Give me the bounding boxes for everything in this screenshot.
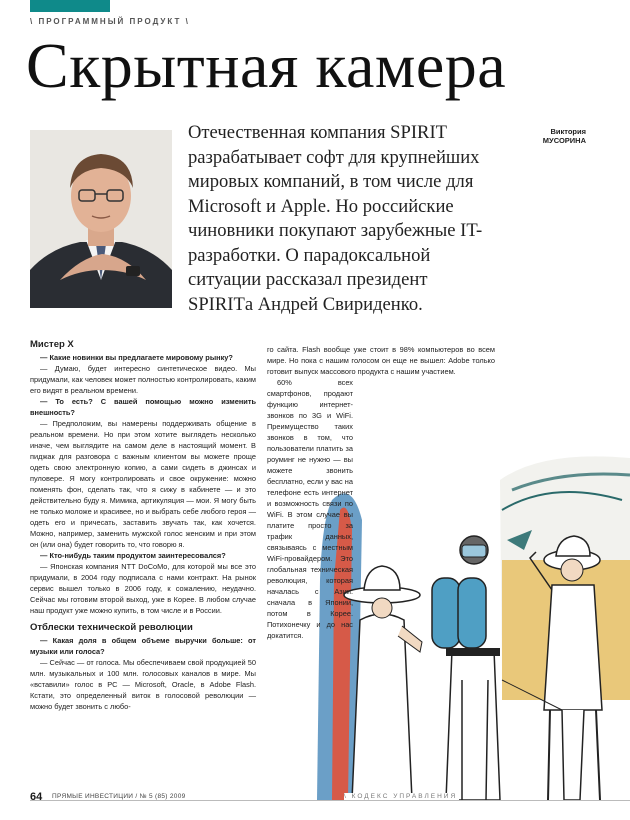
author-last-name: МУСОРИНА <box>542 136 586 145</box>
rubric-label: \ ПРОГРАММНЫЙ ПРОДУКТ \ <box>30 17 190 26</box>
section-heading-revolution: Отблески технической революции <box>30 622 193 633</box>
publication-info: ПРЯМЫЕ ИНВЕСТИЦИИ / № 5 (85) 2009 <box>52 793 186 800</box>
article-column-1 <box>30 339 256 712</box>
author-byline <box>486 127 586 145</box>
answer: — Японская компания NTT DoCoMo, для которой мы все это придумали, в 2004 году подписала с нами контракт. На рынок сервис вышел только в 2006 году, к сожалению, неудачно. Сейчас мы готовим второй выход, уже в Корее. В любом случае наш продукт уже можно купить, в том числе и в России. <box>30 562 256 615</box>
paragraph: го сайта. Flash вообще уже стоит в 98% компьютеров во всем мире. Но пока с нашим голосом он еще не вышел: Adobe только готовит выпуск массового продукта с нашим участием. <box>267 345 495 376</box>
question: — То есть? С вашей помощью можно изменить внешность? <box>30 397 256 417</box>
answer: — Сейчас — от голоса. Мы обеспечиваем свой продукцией 50 млн. музыкальных и 100 млн. голосовых каналов в мире. Мы «вставили» голос в PC — Microsoft, Oracle, в Adobe Flash. Кстати, это определенный виток в голосовой революции — можно будет звонить с любо- <box>30 658 256 711</box>
question: — Кто-нибудь таким продуктом заинтересовался? <box>40 551 226 560</box>
answer: — Думаю, будет интересно синтетическое видео. Мы придумали, как человек может полностью контролировать, каким его видят в реальном времени. <box>30 364 256 395</box>
portrait-photo <box>30 130 172 308</box>
section-heading-mister-x: Мистер Х <box>30 339 74 350</box>
page-number: 64 <box>30 791 43 803</box>
footer-divider <box>30 800 630 801</box>
rubric-color-block <box>30 0 110 12</box>
answer: — Предположим, вы намерены поддерживать общение в реальном времени. Но при этом хотите выглядеть несколько иначе, чем выглядите на самом деле в настоящий момент. В пиджак для разговора с важным клиентом вы можете проще одеть свою электронную копию, а сами сидеть в джинсах и пуловере. Я могу контролировать и свое окружение: можно поменять фон, сделать так, что я сижу в кабинете — и это действительно буду я. Мимика, артикуляция — мои. Я могу быть не только моложе и красивее, но и выбрать себе любого героя — одеть его и причесать, заставить звучать так, как хочется. Можно, например, заменить мужской голос женским и при этом он (или она) будет говорить то, что говорю я. <box>30 419 256 549</box>
lead-paragraph: Отечественная компания SPIRIT разрабатывает софт для крупнейших мировых компаний, в том числе для Microsoft и Apple. Но российские чиновники покупают зарубежные IT-разработки. О парадоксальной ситуации рассказал президент SPIRITа Андрей Свириденко. <box>188 122 483 315</box>
article-column-2 <box>267 344 495 641</box>
article-title: Скрытная камера <box>26 30 507 101</box>
author-first-name: Виктория <box>550 127 586 136</box>
question: — Какие новинки вы предлагаете мировому рынку? <box>40 353 233 362</box>
paragraph: 60% всех смартфонов, продают функцию интернет-звонков по 3G и WiFi. Преимущество таких звонков в том, что пользователи платить за роуминг не нужно — вы можете звонить бесплатно, если у вас на телефоне есть интернет и возможность связи по WiFi. В этом случае вы платите просто за трафик данных, связываясь с местным WiFi-провайдером. Это глобальная техническая революция, которая началась с Азии: сначала в Японии, потом в Корее. Потихонечку и до нас докатится. <box>267 378 353 640</box>
section-label: \ КОДЕКС УПРАВЛЕНИЯ <box>344 793 458 800</box>
portrait-illustration <box>30 130 172 308</box>
question: — Какая доля в общем объеме выручки больше: от музыки или голоса? <box>30 636 256 656</box>
